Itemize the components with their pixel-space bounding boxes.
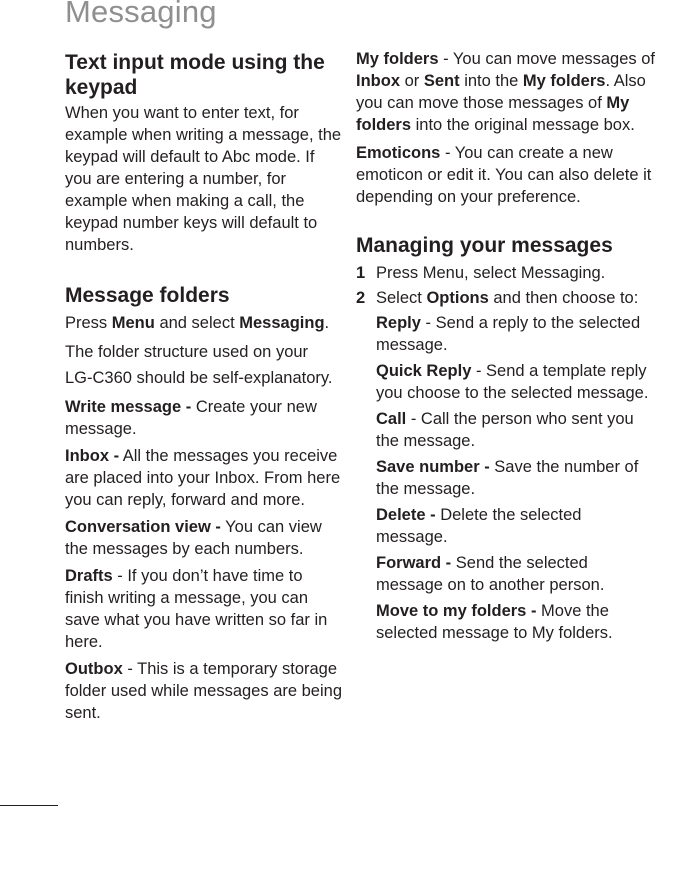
option-delete: Delete - Delete the selected message. xyxy=(376,506,582,546)
section-title-message-folders: Message folders xyxy=(65,284,230,307)
step-1-text: Press Menu, select Messaging. xyxy=(376,264,606,282)
option-quick-reply: Quick Reply - Send a template reply you choose to the selected message. xyxy=(376,362,649,402)
step-1-number: 1 xyxy=(356,264,366,282)
step-2 xyxy=(356,287,656,309)
folder-item-drafts: Drafts - If you don’t have time to finish writing a message, you can save what you have written so far in here. xyxy=(65,567,328,651)
option-move-to-my-folders: Move to my folders - Move the selected message to My folders. xyxy=(376,602,613,642)
folder-item-write-message: Write message - Create your new message. xyxy=(65,398,317,438)
press-menu-line: Press Menu and select Messaging. xyxy=(65,314,330,332)
step-2-number: 2 xyxy=(356,289,366,307)
option-call: Call - Call the person who sent you the message. xyxy=(376,410,634,450)
folder-structure-line-2: LG-C360 should be self-explanatory. xyxy=(65,369,333,387)
footer-rule xyxy=(0,805,58,806)
section-title-managing-messages: Managing your messages xyxy=(356,234,613,257)
text-input-body: When you want to enter text, for example when writing a message, the keypad will default to Abc mode. If you are entering a number, for example when making a call, the keypad number keys will default to numbers. xyxy=(65,104,342,254)
left-column xyxy=(65,50,345,729)
step-1 xyxy=(356,262,656,284)
step-2-text: Select Options and then choose to: xyxy=(376,289,639,307)
option-reply: Reply - Send a reply to the selected message. xyxy=(376,314,641,354)
section-title-text-input: Text input mode using the keypad xyxy=(65,51,325,99)
folder-item-outbox: Outbox - This is a temporary storage folder used while messages are being sent. xyxy=(65,660,342,722)
folder-item-my-folders: My folders - You can move messages of Inbox or Sent into the My folders. Also you can move those messages of My folders into the original message box. xyxy=(356,50,655,134)
folder-item-emoticons: Emoticons - You can create a new emoticon or edit it. You can also delete it depending on your preference. xyxy=(356,144,652,206)
option-forward: Forward - Send the selected message on to another person. xyxy=(376,554,605,594)
folder-item-conversation-view: Conversation view - You can view the messages by each numbers. xyxy=(65,518,322,558)
options-list xyxy=(376,312,656,644)
folder-structure-line-1: The folder structure used on your xyxy=(65,343,309,361)
page-header-title: Messaging xyxy=(65,0,217,29)
folder-item-inbox: Inbox - All the messages you receive are placed into your Inbox. From here you can reply, forward and more. xyxy=(65,447,341,509)
option-save-number: Save number - Save the number of the message. xyxy=(376,458,639,498)
right-column xyxy=(356,48,656,648)
